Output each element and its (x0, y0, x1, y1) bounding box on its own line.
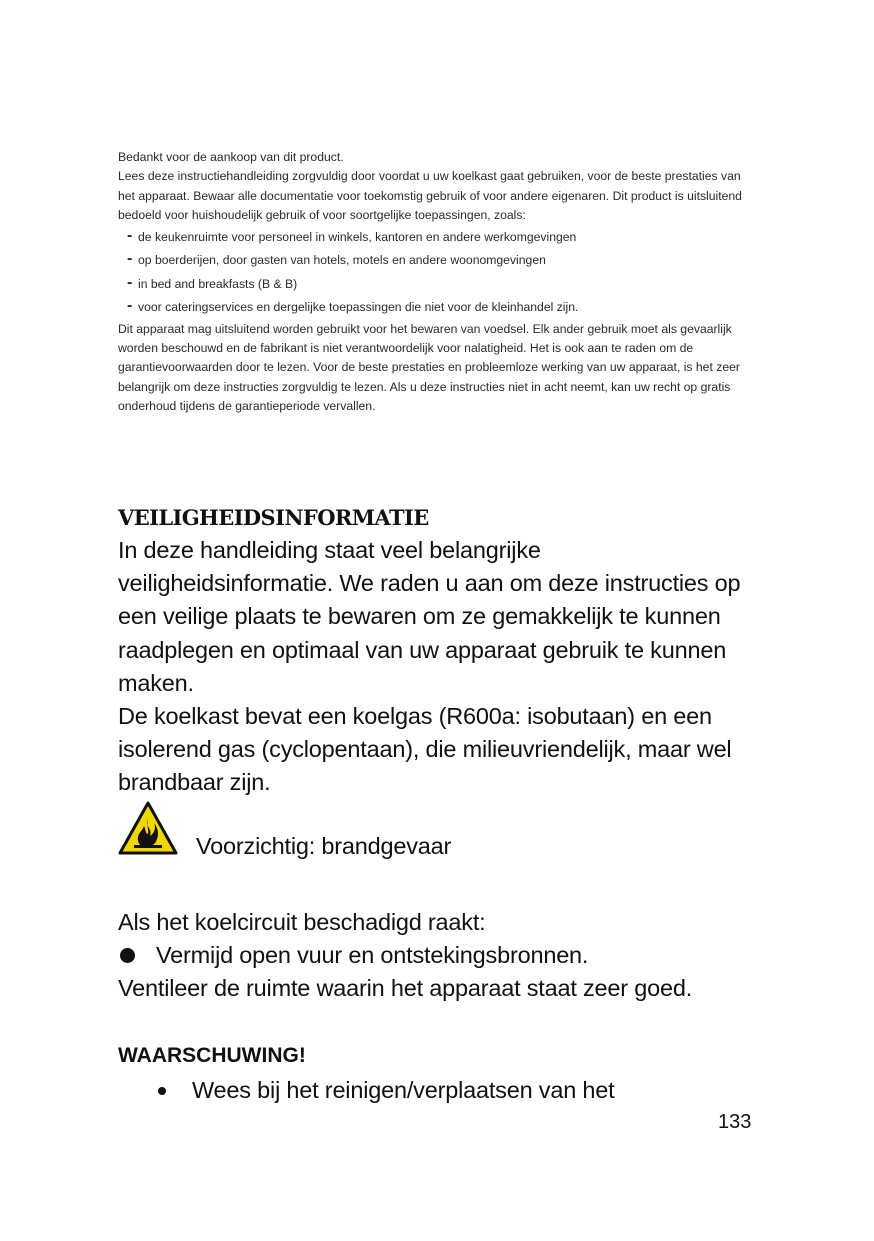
bullet-dot (120, 948, 135, 963)
circuit-heading: Als het koelcircuit beschadigd raakt: (118, 909, 486, 935)
intro-usage-list (118, 226, 758, 320)
dash-bullet: - (127, 273, 133, 291)
fire-warning-row (118, 801, 758, 857)
refrigerant-circuit-section (118, 906, 758, 1006)
flammable-warning-icon (118, 801, 178, 855)
safety-title: VEILIGHEIDSINFORMATIE (118, 505, 429, 530)
intro-section (118, 148, 758, 417)
dash-bullet: - (127, 250, 133, 268)
warning-title: WAARSCHUWING! (118, 1044, 306, 1067)
list-item: Wees bij het reinigen/verplaatsen van het (118, 1074, 758, 1107)
manual-page (118, 0, 758, 1241)
safety-paragraph-1: In deze handleiding staat veel belangrijke veiligheidsinformatie. We raden u aan om deze instructies op een veilige plaats te bewaren om ze gemakkelijk te kunnen raadplegen en optimaal van uw apparaat gebruik te kunnen maken. (118, 537, 741, 696)
circuit-ventilation: Ventileer de ruimte waarin het apparaat staat zeer goed. (118, 975, 693, 1002)
page-number: 133 (718, 1111, 752, 1133)
list-item: - op boerderijen, door gasten van hotels, motels en andere woonomgevingen (118, 249, 758, 273)
warning-list (118, 1074, 758, 1107)
bullet-dot (158, 1087, 166, 1095)
safety-text (118, 534, 758, 800)
dash-bullet: - (127, 297, 133, 315)
intro-thanks: Bedankt voor de aankoop van dit product. (118, 150, 344, 164)
list-item: Vermijd open vuur en ontstekingsbronnen. (118, 939, 758, 972)
list-item: - voor cateringservices en dergelijke toepassingen die niet voor de kleinhandel zijn. (118, 296, 758, 320)
fire-warning-label: Voorzichtig: brandgevaar (196, 833, 452, 859)
intro-instructions: Lees deze instructiehandleiding zorgvuldig door voordat u uw koelkast gaat gebruiken, voor de beste prestaties van het apparaat. Bewaar alle documentatie voor toekomstig gebruik of voor andere eigenaren. Dit product is uitsluitend bedoeld voor huishoudelijk gebruik of voor soortgelijke toepassingen, zoals: (118, 169, 742, 223)
intro-usage-warning: Dit apparaat mag uitsluitend worden gebruikt voor het bewaren van voedsel. Elk ander gebruik moet als gevaarlijk worden beschouwd en de fabrikant is niet verantwoordelijk voor nalatigheid. Het is ook aan te raden om de garantievoorwaarden door te lezen. Voor de beste prestaties en probleemloze werking van uw apparaat, is het zeer belangrijk om deze instructies zorgvuldig te lezen. Als u deze instructies niet in acht neemt, kan uw recht op gratis onderhoud tijdens de garantieperiode vervallen. (118, 321, 740, 414)
list-item: - de keukenruimte voor personeel in winkels, kantoren en andere werkomgevingen (118, 226, 758, 250)
safety-paragraph-2: De koelkast bevat een koelgas (R600a: isobutaan) en een isolerend gas (cyclopentaan), die milieuvriendelijk, maar wel brandbaar zijn. (118, 703, 732, 796)
list-item: - in bed and breakfasts (B & B) (118, 273, 758, 297)
dash-bullet: - (127, 226, 133, 244)
